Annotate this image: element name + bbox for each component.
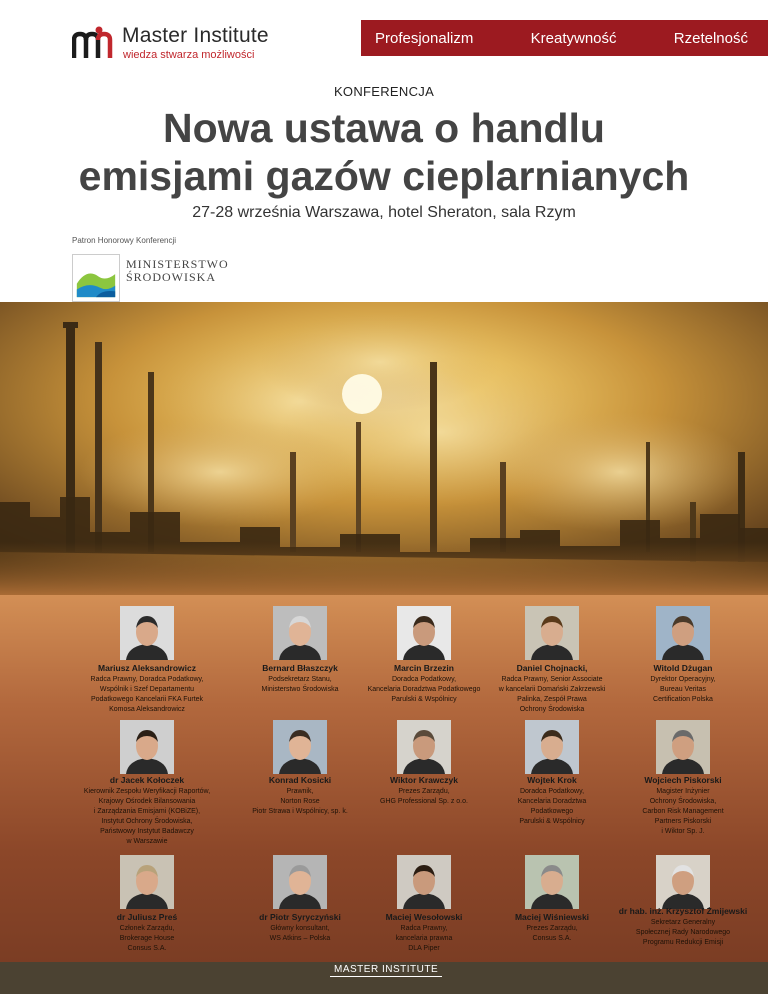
speaker-role: Magister Inżynier Ochrony Środowiska, Carbon Risk Management Partners Piskorski i Wiktor Sp. J. [642, 788, 724, 835]
ministry-logo[interactable] [72, 254, 252, 302]
speaker-photo [656, 606, 710, 660]
portrait-image [656, 720, 710, 774]
footer-text[interactable]: MASTER INSTITUTE [330, 964, 442, 977]
speaker-photo [397, 606, 451, 660]
speaker-role: Prezes Zarządu, GHG Professional Sp. z o.o. [380, 788, 468, 805]
portrait-image [525, 606, 579, 660]
ministry-emblem-icon [72, 254, 120, 302]
speaker-name: Konrad Kosicki [268, 775, 332, 785]
speaker-role: Prawnik, Norton Rose Piotr Strawa i Wspólnicy, sp. k. [252, 788, 348, 815]
portrait-image [656, 606, 710, 660]
speaker-name: Wiktor Krawczyk [390, 775, 458, 785]
speaker-photo [656, 720, 710, 774]
footer-bar [0, 962, 768, 994]
speaker-photo [397, 855, 451, 909]
speaker-photo [525, 855, 579, 909]
speaker-photo [273, 720, 327, 774]
portrait-image [120, 720, 174, 774]
portrait-image [273, 720, 327, 774]
speaker-name: Wojtek Krok [527, 775, 577, 785]
hero-image-industrial-smoke [0, 302, 768, 600]
portrait-image [525, 720, 579, 774]
event-title-line-2: emisjami gazów cieplarnianych [78, 153, 690, 199]
ministry-name-line-1: MINISTERSTWO [126, 257, 229, 271]
speaker-name: Maciej Wesołowski [385, 912, 463, 922]
master-institute-logo-icon [72, 26, 116, 60]
tagline-reliability: Rzetelność [673, 29, 748, 47]
portrait-image [397, 606, 451, 660]
speaker-role: Członek Zarządu, Brokerage House Consus S.A. [119, 925, 175, 952]
ministry-name-line-2: ŚRODOWISKA [126, 270, 217, 284]
tagline-bar [361, 20, 768, 56]
speaker-role: Radca Prawny, kancelaria prawna DLA Piper [395, 925, 453, 952]
speaker-name: dr hab. inż. Krzysztof Żmijewski [618, 906, 748, 916]
portrait-image [273, 855, 327, 909]
portrait-image [120, 855, 174, 909]
patron-label: Patron Honorowy Konferencji [72, 236, 177, 245]
portrait-image [525, 855, 579, 909]
portrait-image [397, 720, 451, 774]
portrait-image [120, 606, 174, 660]
speaker-name: Mariusz Aleksandrowicz [98, 663, 196, 673]
ministry-name [126, 258, 229, 284]
speaker-name: dr Jacek Kołoczek [109, 775, 185, 785]
speaker-role: Główny konsultant, WS Atkins – Polska [269, 925, 331, 942]
event-details: 27-28 września Warszawa, hotel Sheraton, sala Rzym [192, 204, 576, 221]
speaker-photo [120, 855, 174, 909]
speaker-photo [120, 720, 174, 774]
speaker-role: Dyrektor Operacyjny, Bureau Veritas Certification Polska [650, 676, 716, 703]
portrait-image [397, 855, 451, 909]
portrait-image [656, 855, 710, 909]
speaker-name: Wojciech Piskorski [644, 775, 722, 785]
tagline-creativity: Kreatywność [530, 29, 617, 47]
logo-title: Master Institute [122, 24, 269, 47]
speaker-role: Radca Prawny, Doradca Podatkowy, Wspólnik i Szef Departamentu Podatkowego Kancelarii FKA Furtek Komosa Aleksandrowicz [90, 676, 204, 713]
event-kicker: KONFERENCJA [333, 84, 435, 99]
speaker-photo [120, 606, 174, 660]
hero-illustration [0, 302, 768, 600]
speaker-role: Podsekretarz Stanu, Ministerstwo Środowiska [261, 676, 339, 693]
speaker-name: Daniel Chojnacki, [516, 663, 588, 673]
speaker-photo [273, 606, 327, 660]
speaker-photo [656, 855, 710, 909]
speaker-photo [525, 606, 579, 660]
speaker-name: dr Juliusz Preś [116, 912, 178, 922]
master-institute-logo[interactable] [72, 16, 312, 66]
speaker-role: Prezes Zarządu, Consus S.A. [526, 925, 578, 942]
portrait-image [273, 606, 327, 660]
speaker-name: Bernard Błaszczyk [262, 663, 338, 673]
event-title [0, 104, 768, 200]
speaker-photo [273, 855, 327, 909]
event-title-line-1: Nowa ustawa o handlu [163, 105, 605, 151]
speaker-name: Marcin Brzezin [394, 663, 454, 673]
speaker-role: Sekretarz Generalny Społecznej Rady Narodowego Programu Redukcji Emisji [635, 919, 731, 946]
speaker-role: Radca Prawny, Senior Associate w kancelarii Domański Zakrzewski Palinka, Zespół Prawa Ochrony Środowiska [498, 676, 606, 713]
speaker-name: dr Piotr Syryczyński [259, 912, 341, 922]
logo-subtitle: wiedza stwarza możliwości [123, 49, 255, 61]
speaker-photo [525, 720, 579, 774]
tagline-professionalism: Profesjonalizm [375, 29, 474, 47]
speaker-photo [397, 720, 451, 774]
speaker-name: Maciej Wiśniewski [514, 912, 590, 922]
speaker-role: Doradca Podatkowy, Kancelaria Doradztwa Podatkowego Parulski & Wspólnicy [367, 676, 481, 703]
speaker-name: Witold Dżugan [653, 663, 713, 673]
speaker-role: Kierownik Zespołu Weryfikacji Raportów, Krajowy Ośrodek Bilansowania i Zarządzania Emisjami (KOBiZE), Instytut Ochrony Środowiska, Państwowy Instytut Badawczy w Warszawie [83, 788, 211, 845]
speaker-role: Doradca Podatkowy, Kancelaria Doradztwa Podatkowego Parulski & Wspólnicy [517, 788, 587, 825]
